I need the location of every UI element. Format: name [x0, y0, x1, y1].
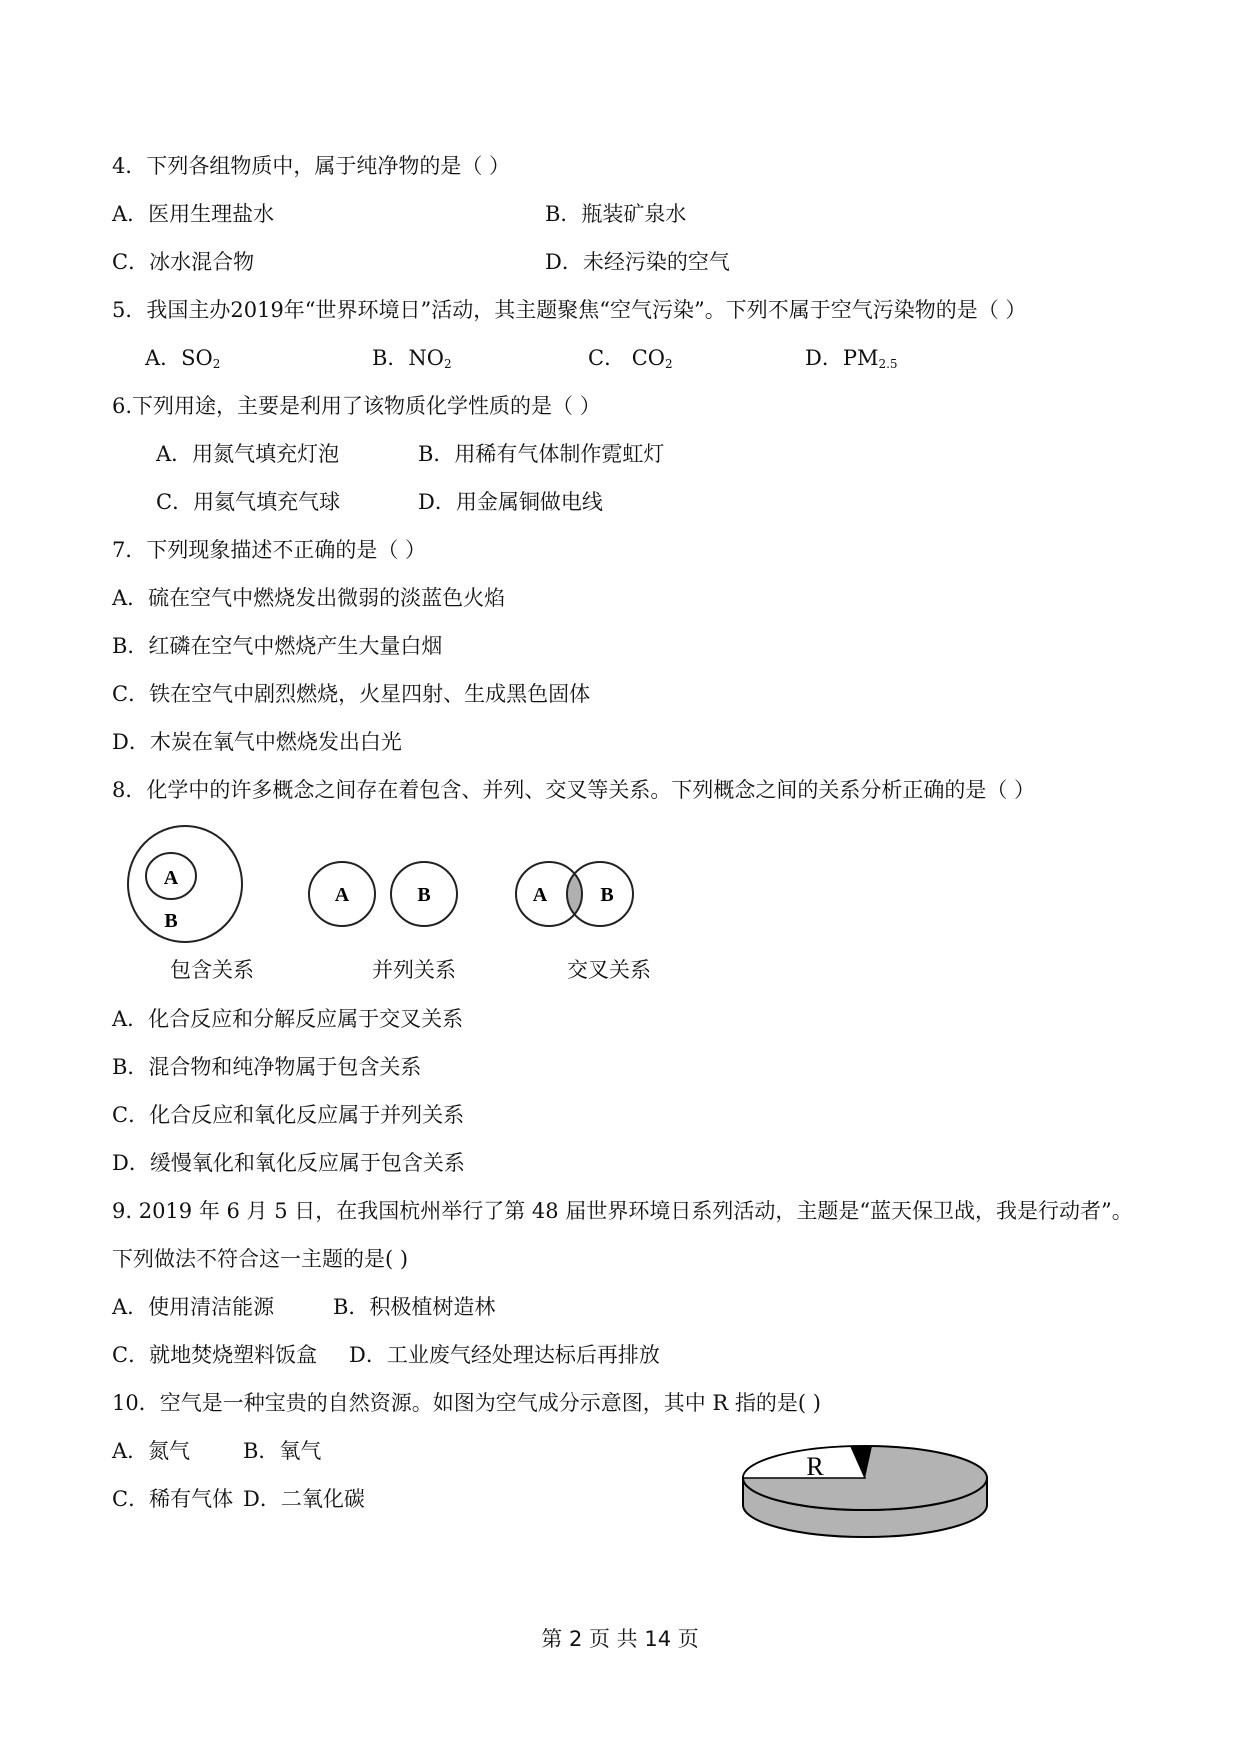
q9-stem-line1: 9. 2019 年 6 月 5 日，在我国杭州举行了第 48 届世界环境日系列活动，主题是“蓝天保卫战，我是行动者”。 — [112, 1199, 1133, 1223]
air-composition-pie — [735, 1445, 995, 1550]
inclusion-label-b: B — [164, 910, 178, 932]
q10-option-d: D．二氧化碳 — [243, 1487, 365, 1511]
parallel-label-a: A — [334, 884, 350, 906]
q4-option-b: B．瓶装矿泉水 — [545, 202, 687, 226]
q7-option-c: C．铁在空气中剧烈燃烧，火星四射、生成黑色固体 — [112, 682, 591, 706]
label-parallel: 并列关系 — [372, 958, 456, 982]
q5-option-c: C． $CO_2$ — [588, 346, 673, 371]
label-intersection: 交叉关系 — [567, 958, 651, 982]
intersection-label-b: B — [600, 884, 614, 906]
q9-stem-line2: 下列做法不符合这一主题的是( ) — [112, 1247, 409, 1271]
q9-option-b: B．积极植树造林 — [333, 1295, 496, 1319]
inclusion-label-a: A — [163, 867, 179, 889]
relation-venn-diagrams — [110, 822, 710, 992]
q7-stem: 7．下列现象描述不正确的是（ ） — [112, 538, 427, 562]
inclusion-diagram — [128, 826, 242, 942]
intersection-diagram — [516, 862, 633, 926]
q6-option-d: D．用金属铜做电线 — [418, 490, 603, 514]
q10-option-a: A．氮气 — [112, 1439, 191, 1463]
q5-option-a: A．$SO_2$ — [145, 346, 221, 371]
q7-option-d: D．木炭在氧气中燃烧发出白光 — [112, 730, 402, 754]
q7-option-a: A．硫在空气中燃烧发出微弱的淡蓝色火焰 — [112, 586, 506, 610]
q8-option-b: B．混合物和纯净物属于包含关系 — [112, 1055, 422, 1079]
pie-label-r: R — [806, 1452, 824, 1481]
page-footer: 第 2 页 共 14 页 — [541, 1627, 699, 1651]
q8-option-a: A．化合反应和分解反应属于交叉关系 — [112, 1007, 464, 1031]
q5-option-b: B．$NO_2$ — [372, 346, 452, 371]
q10-option-c: C．稀有气体 — [112, 1487, 234, 1511]
q8-stem: 8．化学中的许多概念之间存在着包含、并列、交叉等关系。下列概念之间的关系分析正确的是（ ） — [112, 778, 1036, 802]
q5-stem: 5．我国主办2019年“世界环境日”活动，其主题聚焦“空气污染”。下列不属于空气污染物的是（ ） — [112, 298, 1027, 322]
q9-option-c: C．就地焚烧塑料饭盒 — [112, 1343, 318, 1367]
q4-stem: 4．下列各组物质中，属于纯净物的是（ ） — [112, 154, 511, 178]
intersection-label-a: A — [532, 884, 548, 906]
q6-stem: 6.下列用途，主要是利用了该物质化学性质的是（ ） — [112, 394, 601, 418]
q8-option-c: C．化合反应和氧化反应属于并列关系 — [112, 1103, 465, 1127]
q6-option-b: B．用稀有气体制作霓虹灯 — [418, 442, 665, 466]
q4-option-a: A．医用生理盐水 — [112, 202, 275, 226]
parallel-label-b: B — [417, 884, 431, 906]
q7-option-b: B．红磷在空气中燃烧产生大量白烟 — [112, 634, 443, 658]
q6-option-c: C．用氦气填充气球 — [156, 490, 341, 514]
q5-option-d: D．$PM_{2.5}$ — [805, 346, 898, 371]
q10-stem: 10．空气是一种宝贵的自然资源。如图为空气成分示意图，其中 R 指的是( ) — [112, 1391, 821, 1415]
q8-option-d: D．缓慢氧化和氧化反应属于包含关系 — [112, 1151, 465, 1175]
q9-option-a: A．使用清洁能源 — [112, 1295, 275, 1319]
q6-option-a: A．用氮气填充灯泡 — [156, 442, 340, 466]
parallel-diagram — [309, 862, 457, 926]
q9-option-d: D．工业废气经处理达标后再排放 — [349, 1343, 660, 1367]
q4-option-d: D．未经污染的空气 — [545, 250, 730, 274]
label-inclusion: 包含关系 — [170, 958, 254, 982]
pie-svg — [735, 1445, 995, 1550]
q10-option-b: B．氧气 — [243, 1439, 322, 1463]
q4-option-c: C．冰水混合物 — [112, 250, 255, 274]
venn-svg — [110, 822, 710, 952]
